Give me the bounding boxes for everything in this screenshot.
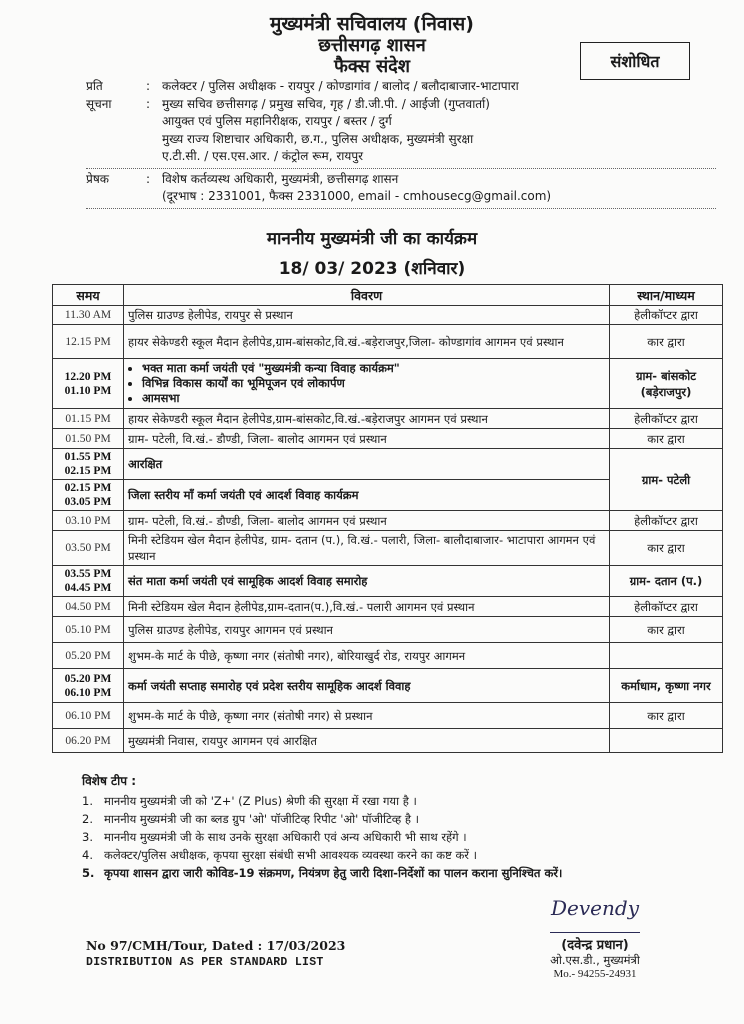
note-item (82, 846, 702, 864)
time-range-cell (53, 359, 124, 409)
table-row (53, 566, 723, 597)
desc-cell: मिनी स्टेडियम खेल मैदान हेलीपेड, ग्राम- दतान (प.), वि.खं.- पलारी, जिला- बालौदाबाजार- भाटापारा आगमन एवं प्रस्थान (124, 531, 610, 566)
desc-cell: आरक्षित (124, 449, 610, 480)
time-start: 12.20 PM (64, 370, 112, 383)
note-item (82, 810, 702, 828)
to-row (86, 78, 706, 96)
table-row (53, 429, 723, 449)
time-start: 02.15 PM (64, 482, 112, 494)
note-number: 2. (82, 812, 93, 826)
sender-colon: : (146, 171, 151, 186)
table-header-row (53, 285, 723, 306)
place-cell: कार द्वारा (610, 325, 723, 359)
table-row (53, 643, 723, 669)
desc-cell: शुभम-के मार्ट के पीछे, कृष्णा नगर (संतोषी नगर), बोरियाखुर्द रोड, रायपुर आगमन (124, 643, 610, 669)
table-row (53, 597, 723, 617)
note-item (82, 828, 702, 846)
desc-cell: संत माता कर्मा जयंती एवं सामूहिक आदर्श विवाह समारोह (124, 566, 610, 597)
event-item: • विभिन्न विकास कार्यों का भूमिपूजन एवं लोकार्पण (142, 376, 605, 391)
note-text: कृपया शासन द्वारा जारी कोविड-19 संक्रमण, नियंत्रण हेतु जारी दिशा-निर्देशों का पालन कराना सुनिश्चित करें। (104, 866, 563, 880)
note-text: माननीय मुख्यमंत्री जी के साथ उनके सुरक्षा अधिकारी एवं अन्य अधिकारी भी साथ रहेंगे । (104, 830, 467, 844)
notes-heading: विशेष टीप : (82, 774, 137, 788)
time-cell: 04.50 PM (53, 597, 124, 617)
signature-block (520, 896, 670, 980)
table-row (53, 669, 723, 703)
table-row (53, 703, 723, 729)
reference-number: No 97/CMH/Tour, Dated : 17/03/2023 (86, 938, 346, 953)
time-cell: 06.10 PM (53, 703, 124, 729)
note-text: माननीय मुख्यमंत्री जी को 'Z+' (Z Plus) श्रेणी की सुरक्षा में रखा गया है । (104, 794, 417, 808)
document-type: फैक्स संदेश (334, 56, 410, 77)
note-item (82, 864, 702, 882)
place-cell: हेलीकॉप्टर द्वारा (610, 511, 723, 531)
desc-cell: शुभम-के मार्ट के पीछे, कृष्णा नगर (संतोषी नगर) से प्रस्थान (124, 703, 610, 729)
schedule-table (52, 284, 723, 753)
distribution-note: DISTRIBUTION AS PER STANDARD LIST (86, 956, 324, 969)
desc-cell: हायर सेकेण्डरी स्कूल मैदान हेलीपेड,ग्राम-बांसकोट,वि.खं.-बड़ेराजपुर,जिला- कोण्डागांव आगमन एवं प्रस्थान (124, 325, 610, 359)
sender-line: विशेष कर्तव्यस्थ अधिकारी, मुख्यमंत्री, छत्तीसगढ़ शासन (162, 171, 399, 186)
info-line: आयुक्त एवं पुलिस महानिरीक्षक, रायपुर / बस्तर / दुर्ग (162, 114, 392, 128)
schedule-date: 18/ 03/ 2023 (शनिवार) (278, 259, 466, 279)
government-name: छत्तीसगढ़ शासन (318, 35, 426, 56)
time-start: 03.55 PM (64, 568, 112, 580)
note-number: 3. (82, 830, 93, 844)
table-row (53, 531, 723, 566)
time-range-cell (53, 669, 124, 703)
sender-contact: (दूरभाष : 2331001, फैक्स 2331000, email - cmhousecg@gmail.com) (162, 189, 552, 203)
table-row (53, 617, 723, 643)
place-cell (610, 643, 723, 669)
time-start: 01.55 PM (64, 451, 112, 463)
event-list (128, 361, 605, 406)
place-cell: कार द्वारा (610, 703, 723, 729)
desc-cell: ग्राम- पटेली, वि.खं.- डौण्डी, जिला- बालोद आगमन एवं प्रस्थान (124, 511, 610, 531)
sender-label: प्रेषक (86, 171, 109, 186)
desc-cell: हायर सेकेण्डरी स्कूल मैदान हेलीपेड,ग्राम-बांसकोट,वि.खं.-बड़ेराजपुर आगमन एवं प्रस्थान (124, 409, 610, 429)
desc-cell: मुख्यमंत्री निवास, रायपुर आगमन एवं आरक्षित (124, 729, 610, 753)
office-name: मुख्यमंत्री सचिवालय (निवास) (270, 13, 474, 35)
place-cell: कार द्वारा (610, 429, 723, 449)
table-row (53, 359, 723, 409)
place-cell: हेलीकॉप्टर द्वारा (610, 597, 723, 617)
desc-cell: जिला स्तरीय माँ कर्मा जयंती एवं आदर्श विवाह कार्यक्रम (124, 480, 610, 511)
time-cell: 05.20 PM (53, 643, 124, 669)
desc-cell: पुलिस ग्राउण्ड हेलीपेड, रायपुर से प्रस्थान (124, 306, 610, 325)
info-line: ए.टी.सी. / एस.एस.आर. / कंट्रोल रूम, रायपुर (162, 149, 364, 163)
time-range-cell (53, 449, 124, 480)
header-time: समय (53, 285, 124, 306)
note-number: 5. (82, 866, 95, 880)
place-cell: कार द्वारा (610, 617, 723, 643)
schedule-title: माननीय मुख्यमंत्री जी का कार्यक्रम (266, 229, 478, 249)
to-value: कलेक्टर / पुलिस अधीक्षक - रायपुर / कोण्डागांव / बालोद / बलौदाबाजार-भाटापारा (162, 79, 519, 93)
time-end: 03.05 PM (64, 496, 112, 508)
time-cell: 03.50 PM (53, 531, 124, 566)
time-end: 06.10 PM (64, 686, 112, 699)
desc-cell: पुलिस ग्राउण्ड हेलीपेड, रायपुर आगमन एवं प्रस्थान (124, 617, 610, 643)
table-row (53, 449, 723, 480)
signature: Devendy (550, 896, 640, 933)
time-end: 04.45 PM (64, 582, 112, 594)
time-cell: 06.20 PM (53, 729, 124, 753)
table-row (53, 306, 723, 325)
place-cell: कर्माधाम, कृष्णा नगर (610, 669, 723, 703)
desc-cell: मिनी स्टेडियम खेल मैदान हेलीपेड,ग्राम-दतान(प.),वि.खं.- पलारी आगमन एवं प्रस्थान (124, 597, 610, 617)
time-cell: 01.15 PM (53, 409, 124, 429)
place-cell: हेलीकॉप्टर द्वारा (610, 409, 723, 429)
time-end: 01.10 PM (64, 384, 112, 397)
info-line: मुख्य सचिव छत्तीसगढ़ / प्रमुख सचिव, गृह / डी.जी.पी. / आईजी (गुप्तवार्ता) (162, 96, 490, 111)
info-label: सूचना (86, 96, 112, 111)
time-cell: 01.50 PM (53, 429, 124, 449)
time-cell: 05.10 PM (53, 617, 124, 643)
note-text: माननीय मुख्यमंत्री जी का ब्लड ग्रुप 'ओ' पॉजीटिव्ह रिपीट 'ओ' पॉजीटिव्ह है । (104, 812, 419, 826)
revised-stamp: संशोधित (580, 42, 690, 80)
time-range-cell (53, 566, 124, 597)
address-block (86, 78, 706, 211)
desc-cell (124, 359, 610, 409)
time-cell: 12.15 PM (53, 325, 124, 359)
time-cell: 03.10 PM (53, 511, 124, 531)
desc-cell: ग्राम- पटेली, वि.खं.- डौण्डी, जिला- बालोद आगमन एवं प्रस्थान (124, 429, 610, 449)
signatory-name: (दवेन्द्र प्रधान) (561, 938, 629, 953)
time-end: 02.15 PM (64, 465, 112, 477)
time-cell: 11.30 AM (53, 306, 124, 325)
note-number: 4. (82, 848, 93, 862)
info-row (86, 96, 706, 114)
time-start: 05.20 PM (64, 672, 112, 685)
place-cell: ग्राम- दतान (प.) (610, 566, 723, 597)
divider (86, 208, 716, 209)
place-cell (610, 729, 723, 753)
header-place: स्थान/माध्यम (610, 285, 723, 306)
note-item (82, 792, 702, 810)
info-colon: : (146, 96, 151, 111)
event-item: • आमसभा (142, 391, 605, 406)
table-row (53, 511, 723, 531)
place-cell: कार द्वारा (610, 531, 723, 566)
signatory-designation: ओ.एस.डी., मुख्यमंत्री (550, 953, 640, 967)
table-row (53, 729, 723, 753)
sender-row (86, 171, 706, 189)
note-number: 1. (82, 794, 93, 808)
info-line: मुख्य राज्य शिष्टाचार अधिकारी, छ.ग., पुलिस अधीक्षक, मुख्यमंत्री सुरक्षा (162, 131, 474, 146)
table-row (53, 325, 723, 359)
table-row (53, 409, 723, 429)
signatory-mobile: Mo.- 94255-24931 (553, 968, 637, 980)
special-notes (82, 772, 702, 882)
divider (86, 168, 716, 169)
place-cell: ग्राम- बांसकोट (बड़ेराजपुर) (610, 359, 723, 409)
event-item: • भक्त माता कर्मा जयंती एवं "मुख्यमंत्री कन्या विवाह कार्यक्रम" (142, 361, 605, 376)
to-label: प्रति (86, 79, 103, 93)
desc-cell: कर्मा जयंती सप्ताह समारोह एवं प्रदेश स्तरीय सामूहिक आदर्श विवाह (124, 669, 610, 703)
header-details: विवरण (124, 285, 610, 306)
note-text: कलेक्टर/पुलिस अधीक्षक, कृपया सुरक्षा संबंधी सभी आवश्यक व्यवस्था करने का कष्ट करें । (104, 848, 478, 862)
place-cell: हेलीकॉप्टर द्वारा (610, 306, 723, 325)
place-cell: ग्राम- पटेली (610, 449, 723, 511)
to-colon: : (146, 79, 151, 93)
time-range-cell (53, 480, 124, 511)
